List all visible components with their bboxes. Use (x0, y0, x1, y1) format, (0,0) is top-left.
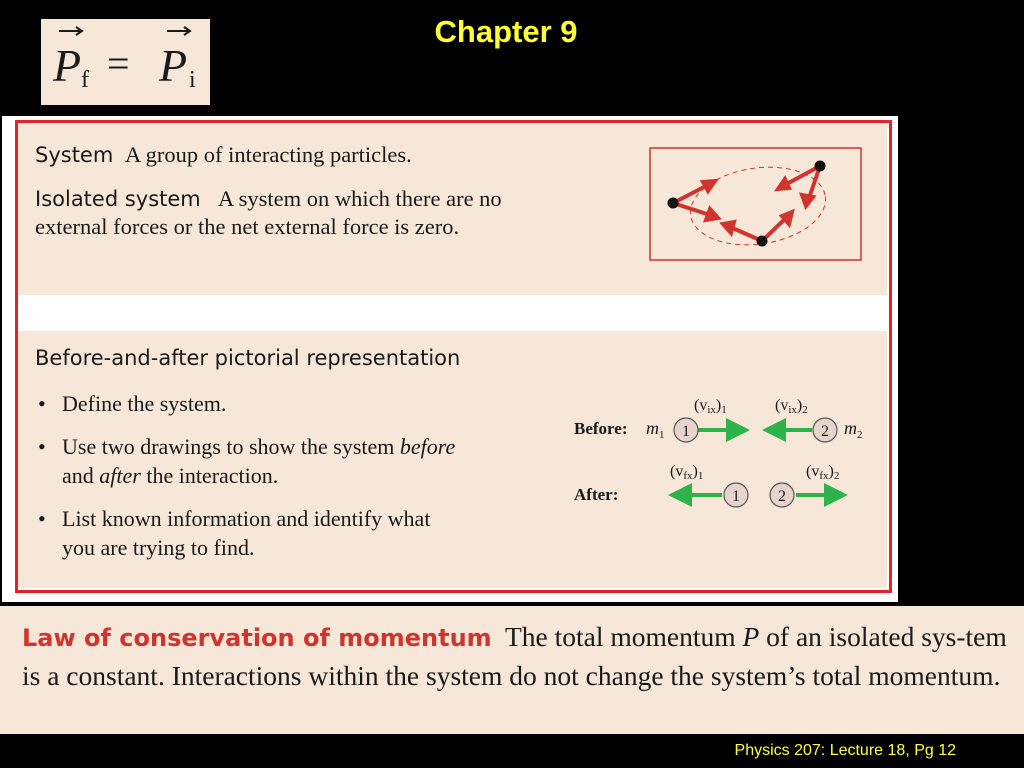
law-text-1: The total momentum (504, 621, 743, 652)
law-label: Law of conservation of momentum (22, 624, 492, 652)
footer-page-label: Physics 207: Lecture 18, Pg 12 (734, 742, 956, 759)
system-definition: A group of interacting particles. (125, 142, 412, 167)
eq-equals: = (107, 41, 130, 86)
v-fx2-label: (vfx)2 (806, 463, 840, 482)
vector-arrow-icons (59, 27, 190, 35)
v-ix1-label: (vix)1 (694, 397, 727, 416)
slide-title: Chapter 9 (434, 14, 578, 49)
step-2-text-a: Use two drawings to show the system (62, 434, 400, 459)
step-3-text-b: you are trying to find. (62, 535, 255, 560)
steps-list (36, 389, 455, 576)
m1-label: m (646, 418, 659, 438)
m1-sub: 1 (659, 429, 665, 441)
eq-lhs: P (53, 40, 82, 91)
eq-rhs-sub: i (189, 67, 196, 93)
v-fx1-label: (vfx)1 (670, 463, 704, 482)
step-1-text: Define the system. (62, 391, 227, 416)
law-text-2: of an isolated sys-tem is a constant. Interactions within the system do not change the system’s total momentum. (22, 621, 1007, 691)
step-2-before: before (399, 434, 456, 459)
conservation-law-box (0, 606, 1024, 734)
conservation-law-text (22, 618, 1018, 695)
step-2-after: after (99, 463, 141, 488)
system-label: System (35, 143, 114, 167)
after-ball-1-label: 1 (732, 488, 740, 505)
isolated-system-diagram (648, 146, 864, 262)
isolated-definition-line2: external forces or the net external force is zero. (35, 214, 460, 239)
eq-rhs: P (159, 40, 188, 91)
isolated-system-label: Isolated system (35, 187, 201, 211)
step-2-text-e: the interaction. (140, 463, 279, 488)
before-label: Before: (574, 419, 628, 438)
system-section (18, 123, 887, 295)
momentum-symbol: P (742, 621, 760, 652)
v-ix2-label: (vix)2 (775, 397, 808, 416)
momentum-equation (41, 19, 210, 105)
step-2-text-c: and (62, 463, 100, 488)
before-after-heading: Before-and-after pictorial representation (35, 346, 461, 370)
eq-lhs-sub: f (81, 67, 89, 93)
m2-label: m (844, 418, 857, 438)
after-label: After: (574, 485, 619, 504)
after-ball-2-label: 2 (778, 488, 786, 505)
list-item (36, 432, 455, 490)
list-item (36, 504, 455, 562)
step-3-text-a: List known information and identify what (62, 506, 431, 531)
before-ball-2-label: 2 (821, 423, 829, 440)
m2-sub: 2 (857, 429, 863, 441)
list-item (36, 389, 455, 418)
before-ball-1-label: 1 (682, 423, 690, 440)
before-after-diagram (570, 390, 890, 640)
isolated-definition-line1: A system on which there are no (218, 186, 502, 211)
